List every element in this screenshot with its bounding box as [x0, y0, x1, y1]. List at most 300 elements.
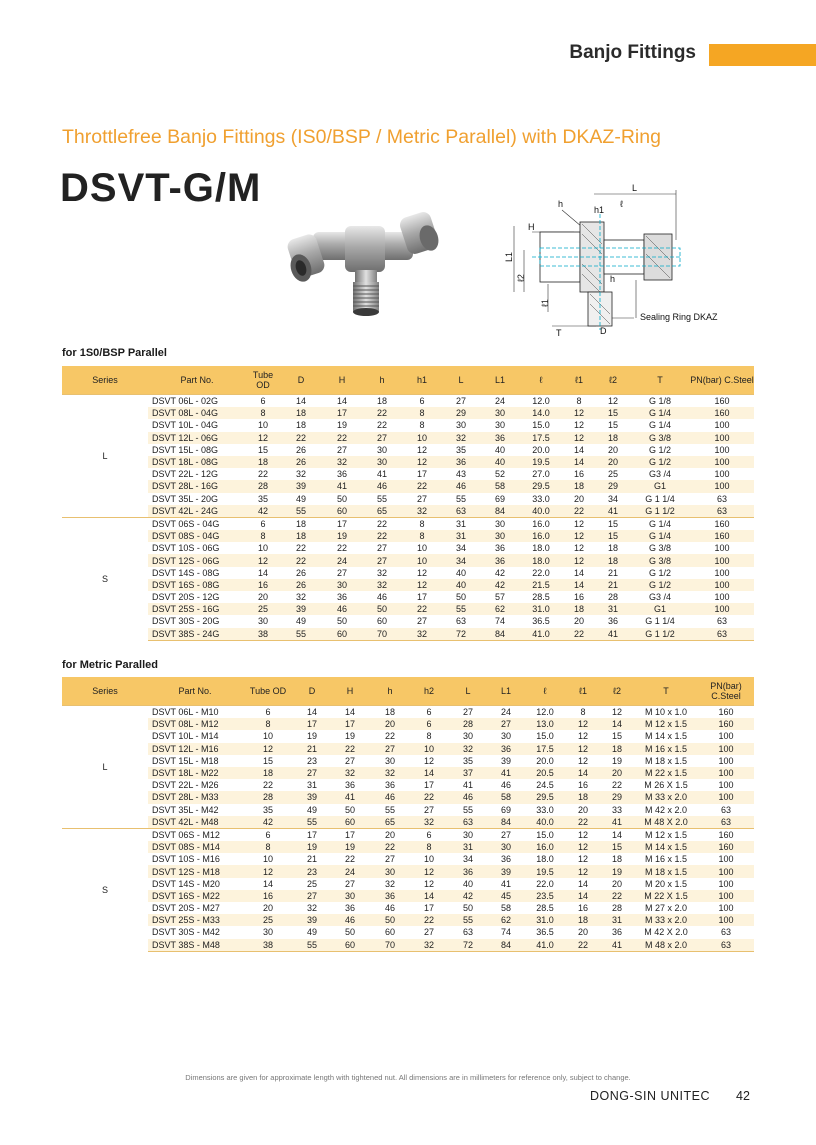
- table-cell: 20: [370, 718, 410, 730]
- table-cell: 32: [384, 878, 395, 889]
- table1-label: for 1S0/BSP Parallel: [62, 347, 167, 359]
- table-cell: 27.0: [532, 469, 550, 480]
- table-cell: 16: [577, 903, 588, 914]
- table-cell: 22: [295, 543, 306, 554]
- table-cell: 38: [246, 628, 280, 641]
- part-number-cell: DSVT 08L - M12: [148, 718, 242, 730]
- table-cell: 22: [410, 914, 448, 926]
- table-cell: 62: [488, 914, 524, 926]
- part-number-cell: DSVT 28L - M33: [148, 791, 242, 803]
- table-cell: 50: [455, 592, 466, 603]
- table-cell: 36.5: [532, 616, 550, 627]
- table2-col-header: Tube OD: [242, 677, 294, 706]
- table-cell: 14: [577, 878, 588, 889]
- part-number-cell: DSVT 18L - 08G: [148, 456, 246, 468]
- table-cell: 46: [442, 480, 480, 492]
- table-cell: 27: [294, 767, 330, 779]
- table-cell: 12: [600, 706, 634, 719]
- table-cell: 30: [494, 420, 505, 431]
- table-cell: 46: [362, 480, 402, 492]
- table-cell: 84: [480, 505, 520, 518]
- table-cell: 17: [330, 718, 370, 730]
- table-cell: M 12 x 1.5: [634, 718, 698, 730]
- table-cell: 30: [480, 530, 520, 542]
- table-cell: 100: [698, 767, 754, 779]
- table-cell: 100: [718, 854, 734, 865]
- table-cell: 22: [566, 816, 600, 829]
- table-row: [62, 743, 754, 755]
- table-cell: 100: [714, 592, 730, 603]
- table-row: [62, 456, 754, 468]
- table-cell: 22: [566, 939, 600, 952]
- table-row: [62, 493, 754, 505]
- part-number-cell: DSVT 35L - M42: [152, 804, 219, 815]
- table-cell: 28: [242, 791, 294, 803]
- table-cell: 12: [566, 865, 600, 877]
- table-cell: 15: [596, 517, 630, 530]
- table-cell: 31: [442, 517, 480, 530]
- table-cell: 63: [690, 505, 754, 518]
- table-cell: 100: [718, 878, 734, 889]
- table-cell: 31: [596, 603, 630, 615]
- table-cell: 15.0: [532, 420, 550, 431]
- part-number-cell: DSVT 42L - 24G: [148, 505, 246, 518]
- part-number-cell: DSVT 15L - M18: [152, 755, 219, 766]
- table-cell: 42: [494, 567, 505, 578]
- table-cell: 17.5: [520, 432, 562, 444]
- table-cell: 41.0: [524, 939, 566, 952]
- table-cell: 40: [494, 444, 505, 455]
- table-cell: 36: [607, 616, 618, 627]
- table-cell: 40: [462, 878, 473, 889]
- table-cell: 14: [280, 395, 322, 408]
- part-number-cell: DSVT 20S - 12G: [152, 592, 220, 603]
- table-cell: 27: [423, 804, 434, 815]
- table-cell: 15: [596, 530, 630, 542]
- table-cell: 8: [402, 517, 442, 530]
- table-cell: 27: [336, 444, 347, 455]
- table-cell: 32: [402, 505, 442, 518]
- table-cell: 8: [402, 407, 442, 419]
- table-cell: 14: [566, 890, 600, 902]
- part-number-cell: DSVT 16S - M22: [148, 890, 242, 902]
- table-cell: 27: [336, 567, 347, 578]
- table-cell: 30: [500, 731, 511, 742]
- table-cell: 40: [480, 456, 520, 468]
- table-cell: 18: [280, 517, 322, 530]
- table-cell: 12: [566, 828, 600, 841]
- table-cell: 63: [698, 816, 754, 829]
- dim-T-label: T: [556, 328, 562, 338]
- table-row: [62, 718, 754, 730]
- table-cell: M 12 x 1.5: [634, 828, 698, 841]
- table-cell: 100: [690, 480, 754, 492]
- table-cell: 36.5: [536, 927, 554, 938]
- table-row: [62, 767, 754, 779]
- series-cell: S: [62, 517, 148, 640]
- table-cell: 22: [336, 543, 347, 554]
- table-cell: 27: [416, 493, 427, 504]
- table-cell: 63: [720, 804, 731, 815]
- table-cell: M 33 x 2.0: [634, 914, 698, 926]
- table-cell: 100: [714, 444, 730, 455]
- table-row: [62, 865, 754, 877]
- table-cell: 6: [402, 395, 442, 408]
- table-cell: 17: [423, 903, 434, 914]
- table-cell: 16.0: [520, 530, 562, 542]
- part-number-cell: DSVT 12S - 06G: [148, 554, 246, 566]
- table-cell: 160: [698, 841, 754, 853]
- table-cell: G 1/4: [630, 407, 690, 419]
- part-number-cell: DSVT 25S - 16G: [148, 603, 246, 615]
- table2-col-header: Part No.: [148, 677, 242, 706]
- table-cell: 16: [573, 592, 584, 603]
- table-cell: 27: [448, 706, 488, 719]
- table-cell: G 1 1/4: [645, 493, 675, 504]
- table-cell: 12: [246, 432, 280, 444]
- table-cell: 31.0: [524, 914, 566, 926]
- table-cell: 32: [295, 469, 306, 480]
- table-row: [62, 828, 754, 841]
- table-cell: G 3/8: [630, 554, 690, 566]
- table-cell: M 18 x 1.5: [634, 865, 698, 877]
- table-cell: 58: [500, 903, 511, 914]
- table-cell: 22: [410, 791, 448, 803]
- table-cell: 42: [242, 816, 294, 829]
- table1-col-header: Part No.: [148, 366, 246, 395]
- table-cell: 55: [294, 816, 330, 829]
- table-cell: 10: [423, 854, 434, 865]
- table-cell: 12: [577, 755, 588, 766]
- table-cell: 10: [402, 432, 442, 444]
- table-cell: 28: [607, 592, 618, 603]
- table-row: [62, 841, 754, 853]
- table-cell: 30: [488, 841, 524, 853]
- table-cell: 24.5: [536, 780, 554, 791]
- table-cell: 36: [336, 469, 347, 480]
- table-cell: 34: [607, 493, 618, 504]
- table-cell: 21.5: [520, 579, 562, 591]
- table-cell: 8: [566, 706, 600, 719]
- table-cell: 18: [607, 543, 618, 554]
- table1-col-header: L1: [480, 366, 520, 395]
- dim-h-lower-label: h: [610, 274, 616, 284]
- table-cell: 22: [280, 554, 322, 566]
- table-cell: 63: [716, 616, 727, 627]
- table-cell: 14: [566, 767, 600, 779]
- table-cell: 63: [690, 628, 754, 641]
- table-cell: 8: [246, 407, 280, 419]
- table-cell: 27: [384, 854, 395, 865]
- table-cell: 10: [262, 854, 273, 865]
- table-cell: G 1/4: [630, 530, 690, 542]
- table-cell: 34: [455, 543, 466, 554]
- table-cell: 84: [488, 816, 524, 829]
- table-row: [62, 755, 754, 767]
- table-cell: 15: [611, 731, 622, 742]
- table-cell: 25: [242, 914, 294, 926]
- table-cell: 30: [262, 927, 273, 938]
- table-cell: 52: [494, 469, 505, 480]
- table2-header: [62, 677, 754, 706]
- table-cell: 100: [718, 903, 734, 914]
- table-cell: 24: [330, 865, 370, 877]
- table-cell: 34: [442, 554, 480, 566]
- table-cell: 22: [600, 890, 634, 902]
- table-cell: M 42 X 2.0: [644, 927, 688, 938]
- table-cell: 27: [344, 878, 355, 889]
- table-cell: G1: [630, 480, 690, 492]
- table-cell: 60: [384, 927, 395, 938]
- table-cell: 18: [611, 854, 622, 865]
- table1-body: [62, 395, 754, 641]
- table-cell: 36: [480, 554, 520, 566]
- table-cell: 27: [370, 743, 410, 755]
- table-cell: 27: [488, 718, 524, 730]
- table-cell: G 3/8: [648, 543, 671, 554]
- dim-L-label: L: [632, 183, 638, 193]
- product-subtitle: Throttlefree Banjo Fittings (IS0/BSP / Metric Parallel) with DKAZ-Ring: [62, 126, 661, 148]
- table-cell: 28.5: [532, 592, 550, 603]
- table-cell: 32: [362, 579, 402, 591]
- table-cell: M 48 x 2.0: [634, 939, 698, 952]
- table-cell: M 10 x 1.0: [634, 706, 698, 719]
- table-cell: 32: [306, 903, 317, 914]
- table-cell: 27: [416, 616, 427, 627]
- table-cell: 27: [488, 828, 524, 841]
- table-row: [62, 554, 754, 566]
- table-row: [62, 615, 754, 627]
- part-number-cell: DSVT 38S - 24G: [148, 628, 246, 641]
- table-cell: 20: [573, 616, 584, 627]
- table-cell: 37: [448, 767, 488, 779]
- table-cell: 35: [455, 444, 466, 455]
- dim-l1-label: ℓ1: [540, 299, 550, 307]
- table-cell: M 42 x 2.0: [644, 804, 688, 815]
- table-cell: 31: [442, 530, 480, 542]
- part-number-cell: DSVT 12S - M18: [148, 865, 242, 877]
- table-cell: 40.0: [520, 505, 562, 518]
- table-cell: 16.0: [520, 517, 562, 530]
- table-cell: 55: [442, 603, 480, 615]
- table-row: [62, 530, 754, 542]
- table-cell: 27: [294, 890, 330, 902]
- table-cell: M 16 x 1.5: [634, 743, 698, 755]
- table-cell: 36: [336, 592, 347, 603]
- table-cell: 31: [306, 780, 317, 791]
- table-cell: 41: [596, 628, 630, 641]
- table-row: [62, 567, 754, 579]
- table-cell: 55: [455, 493, 466, 504]
- table-cell: 39: [488, 865, 524, 877]
- table-cell: 8: [242, 841, 294, 853]
- table-cell: 17: [294, 718, 330, 730]
- table-cell: 18: [566, 914, 600, 926]
- table-cell: 20.0: [532, 444, 550, 455]
- table-cell: 8: [562, 395, 596, 408]
- table-cell: 22: [562, 505, 596, 518]
- table-cell: 18.0: [536, 854, 554, 865]
- table-cell: 18: [370, 706, 410, 719]
- table-cell: 18: [600, 743, 634, 755]
- table-cell: 27: [423, 927, 434, 938]
- table-cell: 19: [344, 731, 355, 742]
- table-cell: G 1/8: [630, 395, 690, 408]
- table-cell: 36: [384, 780, 395, 791]
- table-cell: 15: [600, 841, 634, 853]
- table-cell: 36: [344, 903, 355, 914]
- table-cell: 22: [322, 432, 362, 444]
- drawing-caption: Sealing Ring DKAZ: [640, 312, 718, 322]
- table1-col-header: ℓ1: [562, 366, 596, 395]
- part-number-cell: DSVT 06L - 02G: [148, 395, 246, 408]
- table-cell: 60: [330, 939, 370, 952]
- table-cell: 10: [402, 554, 442, 566]
- dim-h1-label: h1: [594, 205, 605, 215]
- table-cell: 100: [690, 603, 754, 615]
- table-cell: 14: [257, 567, 268, 578]
- table-cell: 100: [698, 914, 754, 926]
- part-number-cell: DSVT 08S - M14: [148, 841, 242, 853]
- table-cell: 12: [577, 854, 588, 865]
- part-number-cell: DSVT 06S - 04G: [148, 517, 246, 530]
- table-cell: 30: [370, 865, 410, 877]
- table-cell: 22: [376, 420, 387, 431]
- table-cell: 30: [322, 579, 362, 591]
- table-cell: G 1/2: [648, 567, 671, 578]
- table-cell: 69: [494, 493, 505, 504]
- table-cell: 36: [370, 890, 410, 902]
- table-cell: 15.0: [524, 828, 566, 841]
- footnote: Dimensions are given for approximate length with tightened nut. All dimensions are in millimeters for reference only, subject to change.: [185, 1073, 631, 1082]
- table-cell: 28: [611, 903, 622, 914]
- table-row: [62, 444, 754, 456]
- table-cell: 22: [344, 854, 355, 865]
- table-cell: 29.5: [524, 791, 566, 803]
- table-cell: 15.0: [536, 731, 554, 742]
- table-cell: 31: [600, 914, 634, 926]
- table-cell: 18: [280, 530, 322, 542]
- dim-h-label: h: [558, 199, 564, 209]
- table-cell: 58: [488, 791, 524, 803]
- table-cell: G 1/4: [630, 517, 690, 530]
- table-cell: 63: [448, 816, 488, 829]
- table-cell: 74: [500, 927, 511, 938]
- table-cell: 22: [370, 841, 410, 853]
- table-cell: 50: [344, 804, 355, 815]
- table-cell: 18: [362, 395, 402, 408]
- part-number-cell: DSVT 35L - 20G: [152, 493, 219, 504]
- table-cell: G 1/4: [648, 420, 671, 431]
- table1-col-header: h: [362, 366, 402, 395]
- table-cell: 18: [295, 420, 306, 431]
- table-cell: 50: [344, 927, 355, 938]
- table-cell: 39: [294, 914, 330, 926]
- table2: [62, 677, 754, 952]
- part-number-cell: DSVT 08S - 04G: [148, 530, 246, 542]
- table-cell: 6: [410, 828, 448, 841]
- table-cell: 42: [480, 579, 520, 591]
- table-cell: 35: [257, 493, 268, 504]
- table-cell: 12: [562, 517, 596, 530]
- table-cell: 27: [362, 432, 402, 444]
- table-row: [62, 505, 754, 518]
- table-cell: 12: [423, 755, 434, 766]
- table-cell: 100: [690, 579, 754, 591]
- part-number-cell: DSVT 28L - 16G: [148, 480, 246, 492]
- table1-col-header: h1: [402, 366, 442, 395]
- table-cell: 100: [714, 469, 730, 480]
- table-cell: 69: [500, 804, 511, 815]
- table-cell: 31: [448, 841, 488, 853]
- table-cell: 18: [596, 432, 630, 444]
- part-number-cell: DSVT 42L - M48: [148, 816, 242, 829]
- dim-L1-label: L1: [504, 251, 514, 262]
- table-cell: 63: [716, 493, 727, 504]
- table-cell: 12.0: [524, 706, 566, 719]
- table-cell: M 33 x 2.0: [634, 791, 698, 803]
- table-cell: 23: [306, 755, 317, 766]
- table-cell: 20: [573, 493, 584, 504]
- table-cell: 12: [577, 731, 588, 742]
- table-cell: 10: [257, 420, 268, 431]
- table-cell: 41: [600, 939, 634, 952]
- table-cell: 17: [322, 517, 362, 530]
- header-title: Banjo Fittings: [569, 42, 696, 63]
- table-cell: 72: [448, 939, 488, 952]
- table-cell: 39: [500, 755, 511, 766]
- table-cell: 41: [488, 767, 524, 779]
- part-number-cell: DSVT 12L - 06G: [148, 432, 246, 444]
- table1-col-header: ℓ: [520, 366, 562, 395]
- table-cell: 100: [690, 432, 754, 444]
- table2-body: [62, 706, 754, 952]
- table-cell: 55: [280, 505, 322, 518]
- table-cell: 27: [344, 755, 355, 766]
- table-cell: 13.0: [524, 718, 566, 730]
- table-cell: 70: [370, 939, 410, 952]
- table-cell: 18: [562, 603, 596, 615]
- table-cell: M 16 x 1.5: [644, 854, 688, 865]
- table-cell: 30: [455, 420, 466, 431]
- table2-col-header: ℓ: [524, 677, 566, 706]
- part-number-cell: DSVT 15L - 08G: [152, 444, 219, 455]
- part-number-cell: DSVT 10S - M16: [152, 854, 220, 865]
- table-cell: 18: [280, 407, 322, 419]
- table-cell: 32: [402, 628, 442, 641]
- table-cell: 40.0: [524, 816, 566, 829]
- table-cell: 12: [562, 432, 596, 444]
- table-cell: 24: [480, 395, 520, 408]
- table1-col-header: Tube OD: [246, 366, 280, 395]
- series-cell: L: [62, 395, 148, 518]
- table-cell: 12: [562, 407, 596, 419]
- table-cell: 63: [720, 927, 731, 938]
- table-cell: 33: [611, 804, 622, 815]
- table-row: [62, 480, 754, 492]
- table-cell: 14: [562, 579, 596, 591]
- table-cell: 12: [416, 444, 427, 455]
- table-cell: M 18 x 1.5: [644, 755, 688, 766]
- table-cell: 15: [607, 420, 618, 431]
- table-cell: 18: [566, 791, 600, 803]
- part-number-cell: DSVT 10L - M14: [152, 731, 219, 742]
- part-number-cell: DSVT 18L - M22: [148, 767, 242, 779]
- table-cell: M 20 x 1.5: [644, 878, 688, 889]
- table-cell: 41: [322, 480, 362, 492]
- table-cell: 50: [370, 914, 410, 926]
- table-row: [62, 779, 754, 791]
